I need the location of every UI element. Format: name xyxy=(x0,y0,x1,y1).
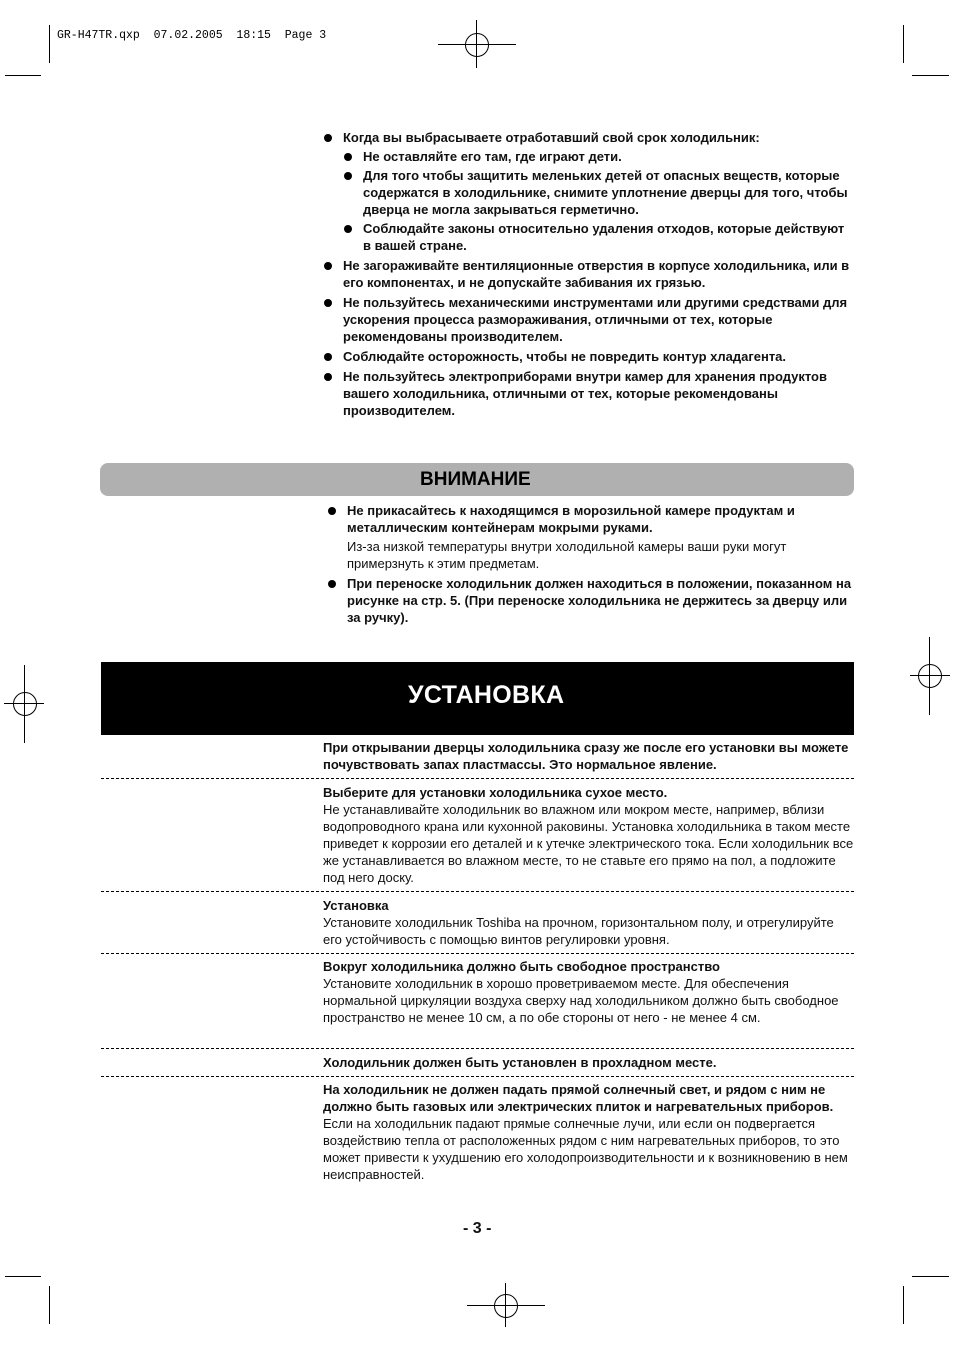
sub-list-item: Соблюдайте законы относительно удаления отходов, которые действуют в вашей стране. xyxy=(343,220,854,254)
list-item-text: Когда вы выбрасываете отработавший свой срок холодильник: xyxy=(343,130,760,145)
install-section-smell xyxy=(323,739,854,773)
list-item: Не загораживайте вентиляционные отверстия в корпусе холодильника, или в его компонентах, и не допускайте забивания их грязью. xyxy=(323,257,854,291)
section-body: Не устанавливайте холодильник во влажном или мокром месте, например, вблизи водопроводного крана или кухонной раковины. Установка холодильника в таком месте приведет к коррозии его деталей и к утечке электрического тока. Если холодильник все же устанавливается во влажном месте, то не ставьте его прямо на пол, а подложите под него доску. xyxy=(323,802,854,885)
section-heading: На холодильник не должен падать прямой солнечный свет, и рядом с ним не должно быть газовых или электрических плиток и нагревательных приборов. xyxy=(323,1082,834,1114)
section-heading: При открывании дверцы холодильника сразу же после его установки вы можете почувствовать запах пластмассы. Это нормальное явление. xyxy=(323,740,849,772)
install-section-cool-place xyxy=(323,1054,854,1071)
section-heading: Холодильник должен быть установлен в прохладном месте. xyxy=(323,1055,717,1070)
disposal-warnings-list xyxy=(323,129,854,422)
section-heading: Вокруг холодильника должно быть свободное пространство xyxy=(323,959,720,974)
section-body: Если на холодильник падают прямые солнечные лучи, или если он подвергается воздействию тепла от расположенных рядом с ним нагревательных приборов, то это может привести к ухудшению его холодопроизводительности и к возникновению в нем неисправностей. xyxy=(323,1116,848,1182)
section-body: Установите холодильник Toshiba на прочном, горизонтальном полу, и отрегулируйте его устойчивость с помощью винтов регулировки уровня. xyxy=(323,915,834,947)
section-heading: Выберите для установки холодильника сухое место. xyxy=(323,785,668,800)
divider xyxy=(101,778,854,779)
section-body: Установите холодильник в хорошо проветриваемом месте. Для обеспечения нормальной циркуляции воздуха сверху над холодильником должно быть свободное пространство не менее 10 см, а по обе стороны от него - не менее 4 см. xyxy=(323,976,839,1025)
install-section-installation xyxy=(323,897,854,948)
list-item: При переноске холодильник должен находиться в положении, показанном на рисунке на стр. 5. (При переноске холодильника не держитесь за дверцу или за ручку). xyxy=(327,575,854,626)
divider xyxy=(101,953,854,954)
section-heading: Установка xyxy=(323,898,389,913)
divider xyxy=(101,1076,854,1077)
caution-list xyxy=(327,502,854,629)
install-title: УСТАНОВКА xyxy=(408,681,565,709)
list-item: Соблюдайте осторожность, чтобы не повредить контур хладагента. xyxy=(323,348,854,365)
sub-list-item: Не оставляйте его там, где играют дети. xyxy=(343,148,854,165)
install-section-clearance xyxy=(323,958,854,1026)
page-number: - 3 - xyxy=(463,1220,492,1237)
list-item-text: Не прикасайтесь к находящимся в морозильной камере продуктам и металлическим контейнерам мокрыми руками. xyxy=(347,503,795,535)
divider xyxy=(101,891,854,892)
list-item xyxy=(323,129,854,254)
install-section-sunlight xyxy=(323,1081,854,1183)
list-item-note: Из-за низкой температуры внутри холодильной камеры ваши руки могут примерзнуть к этим предметам. xyxy=(347,539,787,571)
sub-list-item: Для того чтобы защитить меленьких детей от опасных веществ, которые содержатся в холодильнике, снимите уплотнение дверцы для того, чтобы дверца не могла закрываться герметично. xyxy=(343,167,854,218)
print-header: GR-H47TR.qxp 07.02.2005 18:15 Page 3 xyxy=(57,29,327,42)
list-item: Не пользуйтесь электроприборами внутри камер для хранения продуктов вашего холодильника, отличными от тех, которые рекомендованы производителем. xyxy=(323,368,854,419)
list-item: Не пользуйтесь механическими инструментами или другими средствами для ускорения процесса размораживания, отличными от тех, которые рекомендованы производителем. xyxy=(323,294,854,345)
divider xyxy=(101,1048,854,1049)
list-item xyxy=(327,502,854,572)
caution-title: ВНИМАНИЕ xyxy=(420,469,531,490)
install-section-dry-place xyxy=(323,784,854,886)
sub-list xyxy=(343,148,854,254)
